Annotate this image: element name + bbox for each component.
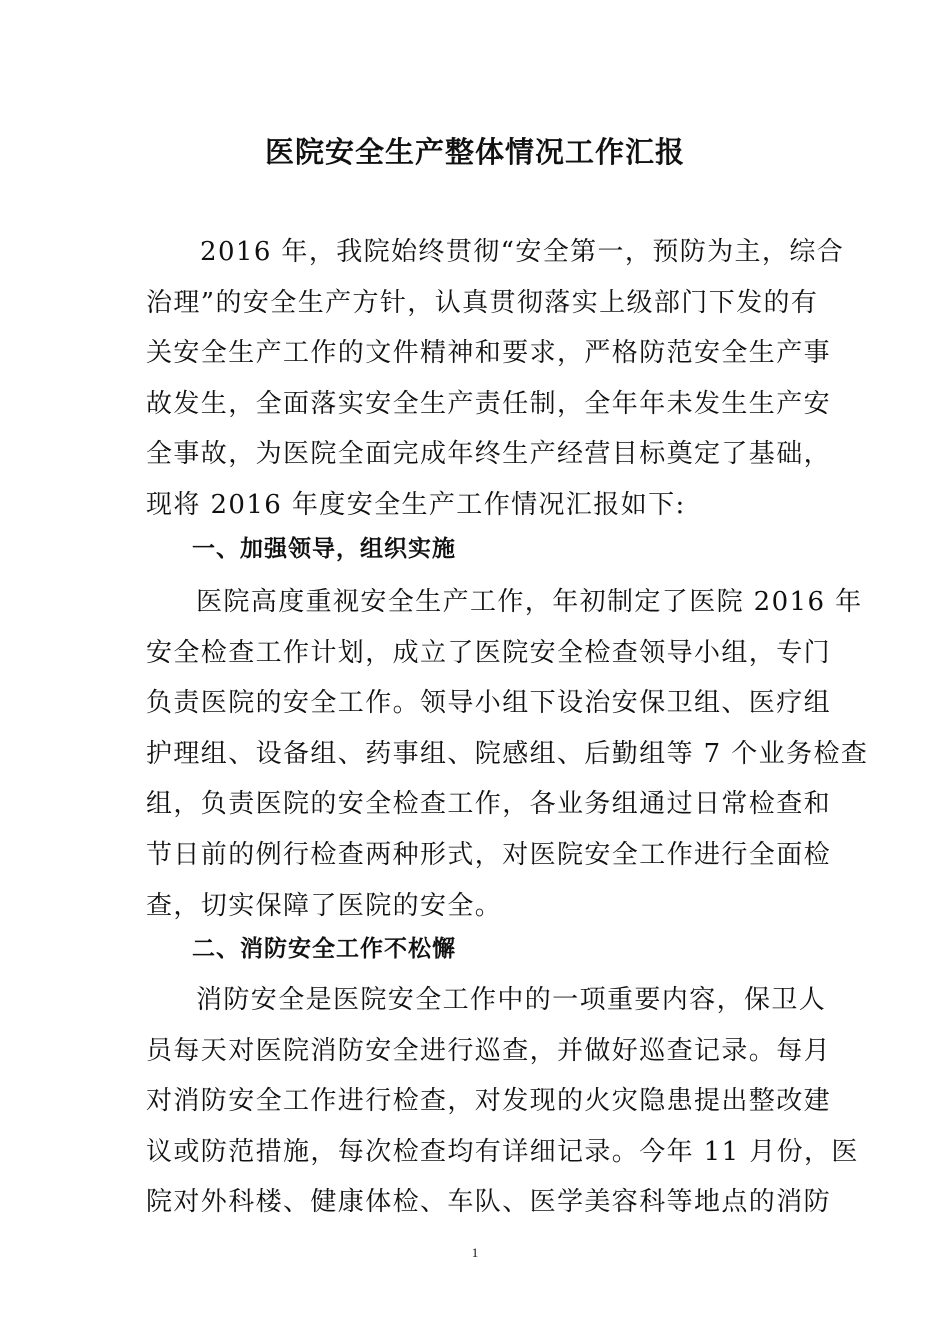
paragraph-line: 消防安全是医院安全工作中的一项重要内容，保卫人: [196, 985, 827, 1015]
paragraph-line: 医院高度重视安全生产工作，年初制定了医院 2016 年: [196, 587, 863, 617]
section-heading-leadership: 一、加强领导，组织实施: [192, 536, 456, 562]
paragraph-line: 查，切实保障了医院的安全。: [146, 890, 503, 921]
intro-paragraph: [146, 227, 845, 531]
paragraph-line: 故发生，全面落实安全生产责任制，全年年未发生生产安: [146, 388, 832, 419]
paragraph-line: 现将 2016 年度安全生产工作情况汇报如下:: [146, 489, 686, 520]
paragraph-line: 护理组、设备组、药事组、院感组、后勤组等 7 个业务检查: [146, 738, 869, 769]
section2-paragraph: [146, 975, 859, 1228]
paragraph-line: 节日前的例行检查两种形式，对医院安全工作进行全面检: [146, 839, 832, 870]
paragraph-line: 全事故，为医院全面完成年终生产经营目标奠定了基础，: [146, 439, 832, 470]
paragraph-line: 对消防安全工作进行检查，对发现的火灾隐患提出整改建: [146, 1086, 832, 1117]
paragraph-line: 员每天对医院消防安全进行巡查，并做好巡查记录。每月: [146, 1035, 832, 1066]
paragraph-line: 治理”的安全生产方针，认真贯彻落实上级部门下发的有: [146, 287, 819, 318]
paragraph-line: 院对外科楼、健康体检、车队、医学美容科等地点的消防: [146, 1187, 832, 1218]
section1-paragraph: [146, 577, 869, 931]
paragraph-line: 议或防范措施，每次检查均有详细记录。今年 11 月份，医: [146, 1136, 859, 1167]
paragraph-line: 组，负责医院的安全检查工作，各业务组通过日常检查和: [146, 789, 832, 820]
page-number: 1: [471, 1245, 479, 1260]
paragraph-line: 安全检查工作计划，成立了医院安全检查领导小组，专门: [146, 637, 832, 668]
document-title: 医院安全生产整体情况工作汇报: [264, 135, 685, 169]
section-heading-fire-safety: 二、消防安全工作不松懈: [192, 936, 456, 962]
paragraph-line: 关安全生产工作的文件精神和要求，严格防范安全生产事: [146, 338, 832, 369]
paragraph-line: 负责医院的安全工作。领导小组下设治安保卫组、医疗组: [146, 688, 832, 719]
paragraph-line: 2016 年，我院始终贯彻“安全第一，预防为主，综合: [200, 237, 845, 267]
